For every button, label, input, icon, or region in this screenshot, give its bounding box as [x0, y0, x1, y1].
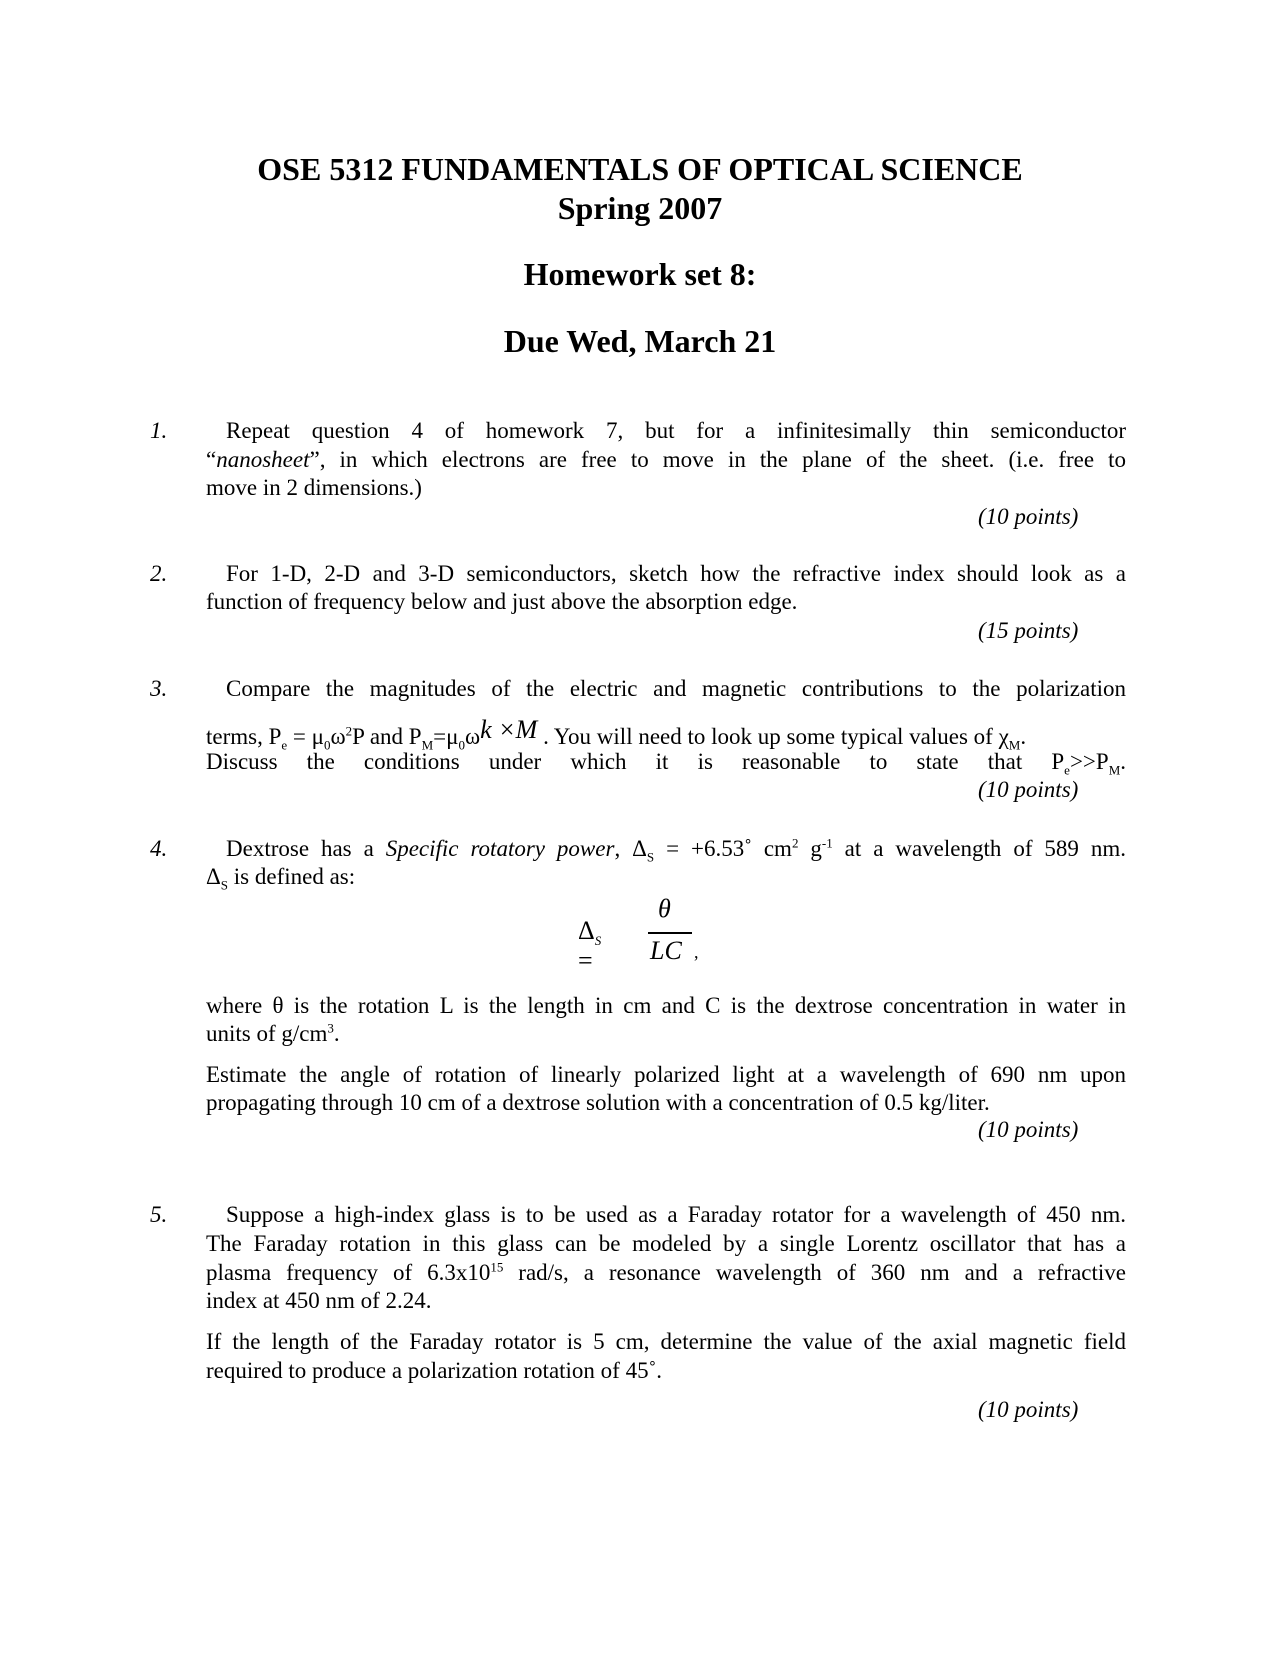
homework-set: Homework set 8:	[523, 256, 757, 292]
question-1-line: Repeat question 4 of homework 7, but for a infinitesimally thin semiconductor	[226, 418, 1126, 443]
due-date: Due Wed, March 21	[503, 323, 777, 359]
question-1-number: 1.	[150, 418, 168, 443]
question-3-line: Discuss the conditions under which it is reasonable to state that $P_e>>P_M$.	[206, 749, 1126, 778]
question-2-line: function of frequency below and just above the absorption edge.	[206, 589, 798, 614]
question-4-line: $\Delta_S$ is defined as:	[206, 864, 356, 893]
question-3-line: terms, $P_e = \mu_0\omega^2P$ and $P_M=\mu_0\omega k \times M$ . You will need to look up some typical values of $\chi_M$.	[206, 715, 1027, 753]
k-cross-m-term: k ×M	[480, 715, 538, 744]
question-5-points: (10 points)	[978, 1397, 1079, 1422]
question-5-line: required to produce a polarization rotation of 45˚.	[206, 1358, 663, 1383]
term: Spring 2007	[557, 190, 723, 226]
question-2-number: 2.	[150, 561, 168, 586]
course-title: OSE 5312 FUNDAMENTALS OF OPTICAL SCIENCE	[257, 151, 1023, 187]
question-4-points: (10 points)	[978, 1117, 1079, 1142]
question-4-line: units of $g/cm^3$.	[206, 1020, 340, 1046]
question-5-line: If the length of the Faraday rotator is 5 cm, determine the value of the axial magnetic field	[206, 1329, 1126, 1354]
question-3-points: (10 points)	[978, 777, 1079, 802]
question-1-line: move in 2 dimensions.)	[206, 475, 422, 500]
question-4-line: Estimate the angle of rotation of linearly polarized light at a wavelength of 690 nm upon	[206, 1062, 1126, 1087]
question-5-number: 5.	[150, 1202, 168, 1227]
fraction-bar	[648, 932, 692, 934]
question-3-line: Compare the magnitudes of the electric and magnetic contributions to the polarization	[226, 676, 1126, 701]
question-1-points: (10 points)	[978, 504, 1079, 529]
question-5-line: index at 450 nm of 2.24.	[206, 1288, 432, 1313]
question-1-line: “nanosheet”, in which electrons are free to move in the plane of the sheet. (i.e. free to	[206, 447, 1126, 472]
question-4-line: Dextrose has a Specific rotatory power, $\Delta_S$ = +6.53˚ $cm^2$ $g^{-1}$ at a wavelength of 589 nm.	[226, 835, 1126, 865]
question-4-line: where θ is the rotation L is the length in cm and C is the dextrose concentration in water in	[206, 993, 1126, 1018]
question-4-line: propagating through 10 cm of a dextrose solution with a concentration of 0.5 kg/liter.	[206, 1090, 990, 1115]
question-5-line: The Faraday rotation in this glass can be modeled by a single Lorentz oscillator that has a	[206, 1231, 1126, 1256]
question-2-points: (15 points)	[978, 618, 1079, 643]
document-page: OSE 5312 FUNDAMENTALS OF OPTICAL SCIENCE Spring 2007 Homework set 8: Due Wed, March 21 1. Repeat question 4 of homework 7, but for a infinitesimally thin semiconductor “nanosheet”, in which electrons are free to move in the plane of the sheet. (i.e. free to move in 2 dimensions.) (10 points) 2. For 1-D, 2-D and 3-D semiconductors, sketch how the refractive index should look as a function of frequency below and just above the absorption edge. (15 points) 3. Compare the magnitudes of the electric and magnetic contributions to the polarization terms, $P_e = \mu_0\omega^2P$ and $P_M=\mu_0\omega k \times M$ . You will need to look up some typical values of $\chi_M$. Discuss the conditions under which it is reasonable to state that $P_e>>P_M$. (10 points) 4. Dextrose has a Specific rotatory power, $\Delta_S$ = +6.53˚ $cm^2$ $g^{-1}$ at a wavelength of 589 nm. $\Delta_S$ is defined as: $\Delta_S$ = θ LC , where θ is the rotation L is the length in cm and C is the dextrose concentration in water in units of $g/cm^3$. Estimate the angle of rotation of linearly polarized light at a wavelength of 690 nm upon propagating through 10 cm of a dextrose solution with a concentration of 0.5 kg/liter. (10 points) 5. Suppose a high-index glass is to be used as a Faraday rotator for a wavelength of 450 nm. The Faraday rotation in this glass can be modeled by a single Lorentz oscillator that has a plasma frequency of $6.3x10^{15}$ rad/s, a resonance wavelength of 360 nm and a refractive index at 450 nm of 2.24. If the length of the Faraday rotator is 5 cm, determine the value of the axial magnetic field required to produce a polarization rotation of 45˚. (10 points)	[0, 0, 1280, 1656]
question-4-number: 4.	[150, 836, 168, 861]
question-5-line: Suppose a high-index glass is to be used as a Faraday rotator for a wavelength of 450 nm.	[226, 1202, 1126, 1227]
question-3-number: 3.	[150, 676, 168, 701]
question-2-line: For 1-D, 2-D and 3-D semiconductors, sketch how the refractive index should look as a	[226, 561, 1126, 586]
question-5-line: plasma frequency of $6.3x10^{15}$ rad/s, a resonance wavelength of 360 nm and a refractive	[206, 1259, 1126, 1285]
